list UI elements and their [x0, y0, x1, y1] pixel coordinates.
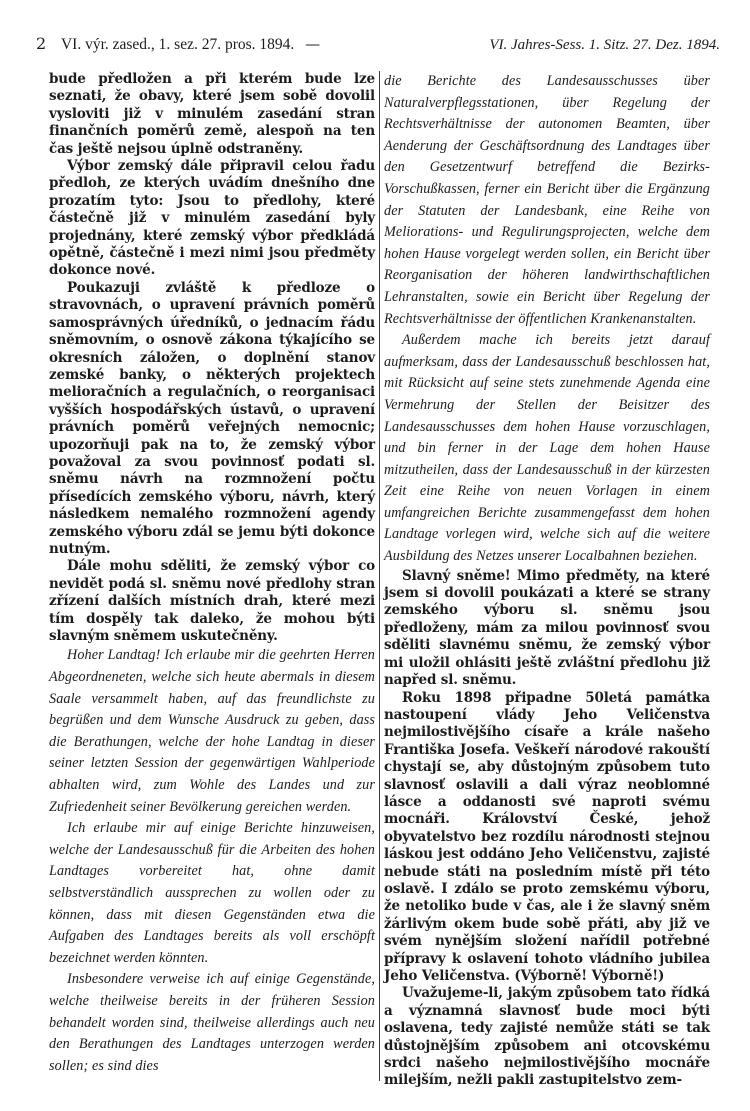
- german-paragraph: Hoher Landtag! Ich erlaube mir die geehrten Herren Abgeordneneten, welche sich heute abermals in diesem Saale versammelt haben, auf das freundlichste zu begrüßen und dem Wunsche Ausdruck zu geben, dass die Berathungen, welche der hohe Landtag in dieser seiner letzten Session der gegenwärtigen Wahlperiode abhalten wird, zum Wohle des Landes und zur Zufriedenheit seiner Bevölkerung gereichen werden.: [49, 647, 375, 815]
- czech-paragraph: Výbor zemský dále připravil celou řadu předloh, ze kterých uvádím dnešního dne prozatím tyto: Jsou to předlohy, které částečně již v minulém zasedání byly projednány, které zemský výbor předkládá opětně, částečně i mezi nimi jsou předměty dokonce nové.: [49, 158, 375, 279]
- german-paragraph: Außerdem mache ich bereits jetzt darauf aufmerksam, dass der Landesausschuß beschlossen hat, mit Rücksicht auf seine stets zunehmende Agenda eine Vermehrung der Stellen der Beisitzer des Landesausschusses dem hohen Hause vorzuschlagen, und bin ferner in der Lage dem hohen Hause mitzutheilen, dass der Landesausschuß in der kürzesten Zeit eine Reihe von neuen Vorlagen in einem umfangreichen Berichte zusammengefasst dem hohen Landtage vorlegen wird, welche sich auf die weitere Ausbildung des Netzes unserer Localbahnen beziehen.: [384, 332, 710, 565]
- czech-paragraph: Roku 1898 připadne 50letá památka nastoupení vlády Jeho Veličenstva nejmilostivějšího císaře a krále našeho Františka Josefa. Veškeří národové rakouští chystají se, aby důstojným způsobem tuto slavnosť oslavili a dali výraz neoblomné lásce a oddanosti své naproti svému mocnáři. Království České, jehož obyvatelstvo bez rozdílu národnosti stejnou láskou jest oddáno Jeho Veličenstvu, zajisté nebude státi na posledním místě při této oslavě. I zdálo se proto zemskému výboru, že netoliko bude v čas, ale i že slavný sněm žárlivým okem bude sobě přáti, aby již ve svém nynějším složení nařídil potřebné přípravy k oslavení tohoto vládního jubilea Jeho Veličenstva. (Výborně! Výborně!): [384, 689, 710, 984]
- czech-paragraph: Poukazuji zvláště k předloze o stravovnách, o upravení právních poměrů samosprávných úředníků, o jednacím řádu sněmovním, o osnově zákona týkajícího se okresních záložen, o doplnění stanov zemské banky, o některých projektech melioračních a regulačních, o reorganisaci vyšších hospodářských ústavů, o upravení právních poměrů veřejných nemocnic; upozorňuji pak na to, že zemský výbor považoval za svou povinnosť podati sl. sněmu návrh na rozmnožení počtu přísedících zemského výboru, návrh, který následkem nemalého rozmnožení agendy zemského výboru zdál se jemu býti dokonce nutným.: [49, 279, 375, 557]
- german-running-title: VI. Jahres-Sess. 1. Sitz. 27. Dez. 1894.: [489, 37, 720, 53]
- czech-paragraph: Uvažujeme-li, jakým způsobem tato řídká a významná slavnosť bude moci býti oslavena, tedy zajisté nemůže státi se tak důstojnějším způsobem ani otcovskému srdci našeho nejmilostivějšího mocnáře milejším, nežli pakli zastupitelstvo zem-: [384, 985, 710, 1089]
- column-divider: [379, 71, 380, 1081]
- german-paragraph: die Berichte des Landesausschusses über Naturalverpflegsstationen, über Regelung der Rechtsverhältnisse der autonomen Beamten, über Aenderung der Geschäftsordnung des Landtages über den Gesetzentwurf betreffend die Bezirks-Vorschußkassen, ferner ein Bericht über die Ergänzung der Statuten der Landesbank, eine Reihe von Meliorations- und Regulirungsprojecten, welche dem hohen Hause vorgelegt werden sollen, ein Bericht über Reorganisation der höheren landwirthschaftlichen Lehranstalten, sowie ein Bericht über Regelung der Rechtsverhältnisse der öffentlichen Krankenanstalten.: [384, 73, 710, 327]
- header-left: [36, 34, 326, 54]
- left-column: [49, 71, 375, 1077]
- page-number: 2: [36, 34, 47, 53]
- czech-paragraph: Slavný sněme! Mimo předměty, na které jsem si dovolil poukázati a které se strany zemského výboru sl. sněmu jsou předloženy, mám za milou povinnosť svou sděliti slavnému sněmu, že zemský výbor mi uložil ohlásiti ještě zvláštní předlohu již napřed sl. sněmu.: [384, 567, 710, 689]
- german-paragraph: Insbesondere verweise ich auf einige Gegenstände, welche theilweise bereits in der früheren Session behandelt worden sind, theilweise allerdings auch neu den Berathungen des Landtages unterzogen werden sollen; es sind dies: [49, 971, 375, 1074]
- german-paragraph: Ich erlaube mir auf einige Berichte hinzuweisen, welche der Landesausschuß für die Arbeiten des hohen Landtages vorbereitet hat, ohne damit selbstverständlich aussprechen zu wollen oder zu können, dass mit diesen Gegenständen etwa die Aufgaben des Landtages bereits als voll erschöpft bezeichnet werden könnten.: [49, 820, 375, 966]
- czech-running-title: VI. výr. zased., 1. sez. 27. pros. 1894.: [60, 36, 295, 53]
- running-header: [36, 34, 720, 58]
- czech-paragraph: bude předložen a při kterém bude lze seznati, že obavy, které jsem sobě dovolil vysloviti již v minulém zasedání stran finančních poměrů země, alespoň na ten čas ještě nejsou úplně odstraněny.: [49, 71, 375, 157]
- right-column: [384, 71, 710, 1090]
- header-separator: —: [305, 35, 321, 53]
- czech-paragraph: Dále mohu sděliti, že zemský výbor co nevidět podá sl. sněmu nové předlohy stran zřízení dalších místních drah, které mezi tím dospěly tak daleko, že mohou býti slavným sněmem uskutečněny.: [49, 558, 375, 644]
